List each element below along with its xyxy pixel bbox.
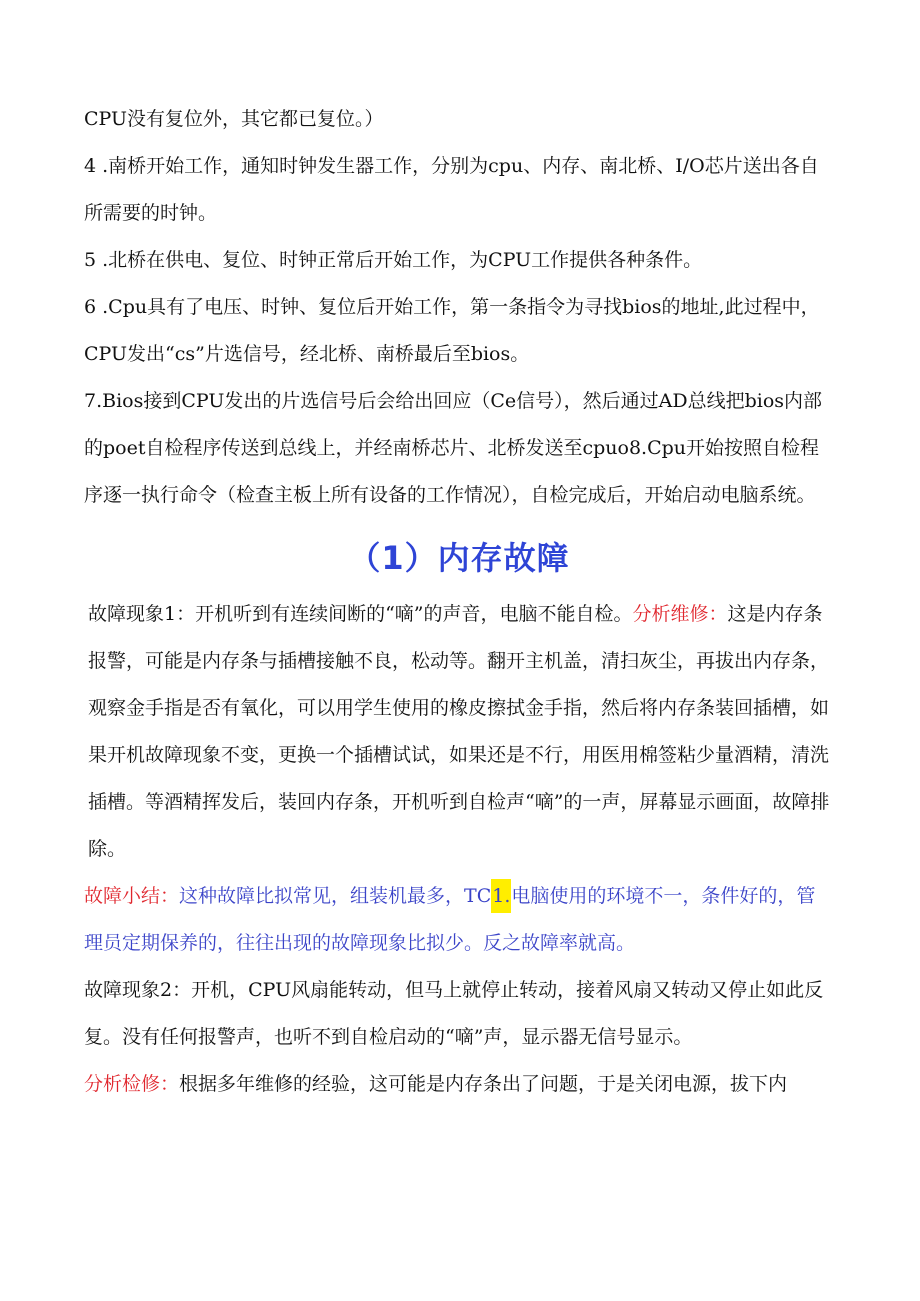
paragraph-step-5: 5 .北桥在供电、复位、时钟正常后开始工作，为CPU工作提供各种条件。 xyxy=(84,249,703,271)
paragraph-fault-2: 故障现象2：开机，CPU风扇能转动，但马上就停止转动，接着风扇又转动又停止如此反复。没有任何报警声，也听不到自检启动的“嘀”声，显示器无信号显示。 xyxy=(84,979,824,1048)
summary-highlight: 1. xyxy=(491,879,511,913)
paragraph-fault-1 xyxy=(84,591,834,873)
paragraph-fault-summary xyxy=(84,873,834,967)
summary-text-b: 电脑使用的环境不一，条件好的，管理员定期保养的，往往出现的故障现象比拟少。反之故障率就高。 xyxy=(84,885,816,954)
paragraph-step-6: 6 .Cpu具有了电压、时钟、复位后开始工作，第一条指令为寻找bios的地址,此过程中，CPU发出“cs”片选信号，经北桥、南桥最后至bios。 xyxy=(84,296,820,365)
paragraph-step-4: 4 .南桥开始工作，通知时钟发生器工作，分别为cpu、内存、南北桥、I/O芯片送出各自所需要的时钟。 xyxy=(84,155,819,224)
section-heading-memory-fault: （1）内存故障 xyxy=(348,539,570,577)
paragraph-cpu-reset: CPU没有复位外，其它都已复位。） xyxy=(84,108,384,130)
summary-label: 故障小结： xyxy=(84,885,180,907)
fault-1-phenomenon: 故障现象1：开机听到有连续间断的“嘀”的声音，电脑不能自检。 xyxy=(88,603,633,625)
fault-2-analysis-text: 根据多年维修的经验，这可能是内存条出了问题，于是关闭电源，拔下内 xyxy=(179,1073,788,1095)
fault-2-analysis-label: 分析检修： xyxy=(84,1073,180,1095)
summary-text-a: 这种故障比拟常见，组装机最多，TC xyxy=(179,885,492,907)
fault-1-analysis-text: 这是内存条报警，可能是内存条与插槽接触不良，松动等。翻开主机盖，清扫灰尘，再拔出内存条，观察金手指是否有氧化，可以用学生使用的橡皮擦拭金手指，然后将内存条装回插槽，如果开机故障现象不变，更换一个插槽试试，如果还是不行，用医用棉签粘少量酒精，清洗插槽。等酒精挥发后，装回内存条，开机听到自检声“嘀”的一声，屏幕显示画面，故障排除。 xyxy=(88,603,830,860)
paragraph-fault-2-analysis xyxy=(84,1061,834,1108)
fault-1-analysis-label: 分析维修： xyxy=(632,603,728,625)
document-body xyxy=(84,96,834,1108)
paragraph-step-7-8: 7.Bios接到CPU发出的片选信号后会给出回应（Ce信号），然后通过AD总线把bios内部的poet自检程序传送到总线上，并经南桥芯片、北桥发送至cpuo8.Cpu开始按照自检程序逐一执行命令（检查主板上所有设备的工作情况），自检完成后，开始启动电脑系统。 xyxy=(84,390,823,506)
